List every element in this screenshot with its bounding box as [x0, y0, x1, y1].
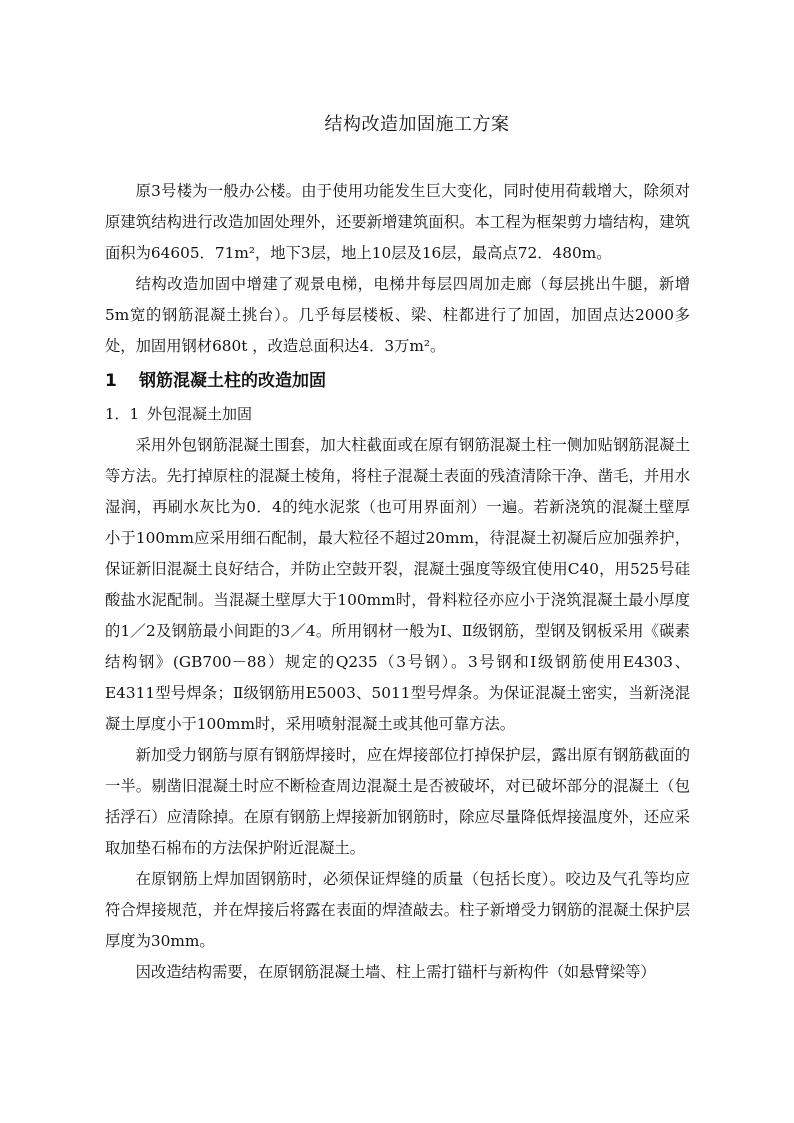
section-1-heading: [105, 364, 690, 398]
document-body: [105, 176, 690, 988]
subsection-1-1-title: 外包混凝土加固: [147, 405, 253, 423]
intro-paragraph-2: 结构改造加固中增建了观景电梯，电梯井每层四周加走廊（每层挑出牛腿，新增5m宽的钢筋混凝土挑台）。几乎每层楼板、梁、柱都进行了加固，加固点达2000多处，加固用钢材680t ，改造总面积达4．3万m²。: [105, 275, 690, 355]
document-title: 结构改造加固施工方案: [324, 114, 510, 135]
section-1-paragraph-1: 采用外包钢筋混凝土围套，加大柱截面或在原有钢筋混凝土柱一侧加贴钢筋混凝土等方法。先打掉原柱的混凝土棱角，将柱子混凝土表面的残渣清除干净、凿毛，并用水湿润，再刷水灰比为0．4的纯水泥浆（也可用界面剂）一遍。若新浇筑的混凝土壁厚小于100mm应采用细石配制，最大粒径不超过20mm，待混凝土初凝后应加强养护，保证新旧混凝土良好结合，并防止空鼓开裂，混凝土强度等级宜使用C40，用525号硅酸盐水泥配制。当混凝土壁厚大于100mm时，骨料粒径亦应小于浇筑混凝土最小厚度的1／2及钢筋最小间距的3／4。所用钢材一般为Ⅰ、Ⅱ级钢筋，型钢及钢板采用《碳素结构钢》(GB700－88）规定的Q235（3号钢）。3号钢和Ⅰ级钢筋使用E4303、E4311型号焊条；Ⅱ级钢筋用E5003、5011型号焊条。为保证混凝土密实，当新浇混凝土厚度小于100mm时，采用喷射混凝土或其他可靠方法。: [105, 436, 690, 733]
section-1-paragraph-3: 在原钢筋上焊加固钢筋时，必须保证焊缝的质量（包括长度）。咬边及气孔等均应符合焊接规范，并在焊接后将露在表面的焊渣敲去。柱子新增受力钢筋的混凝土保护层厚度为30mm。: [105, 870, 690, 950]
section-1-title: 钢筋混凝土柱的改造加固: [139, 371, 326, 391]
section-1-paragraph-2: 新加受力钢筋与原有钢筋焊接时，应在焊接部位打掉保护层，露出原有钢筋截面的一半。剔凿旧混凝土时应不断检查周边混凝土是否被破坏，对已破坏部分的混凝土（包括浮石）应清除掉。在原有钢筋上焊接新加钢筋时，除应尽量降低焊接温度外，还应采取加垫石棉布的方法保护附近混凝土。: [105, 746, 690, 857]
subsection-1-1-number: 1．1: [105, 405, 140, 423]
section-1-number: 1: [105, 371, 117, 391]
subsection-1-1-heading: [105, 398, 690, 430]
intro-paragraph-1: 原3号楼为一般办公楼。由于使用功能发生巨大变化，同时使用荷载增大，除须对原建筑结构进行改造加固处理外，还要新增建筑面积。本工程为框架剪力墙结构，建筑面积为64605．71m²，地下3层，地上10层及16层，最高点72．480m。: [105, 182, 690, 262]
section-1-paragraph-4: 因改造结构需要，在原钢筋混凝土墙、柱上需打锚杆与新构件（如悬臂梁等）: [135, 963, 656, 981]
